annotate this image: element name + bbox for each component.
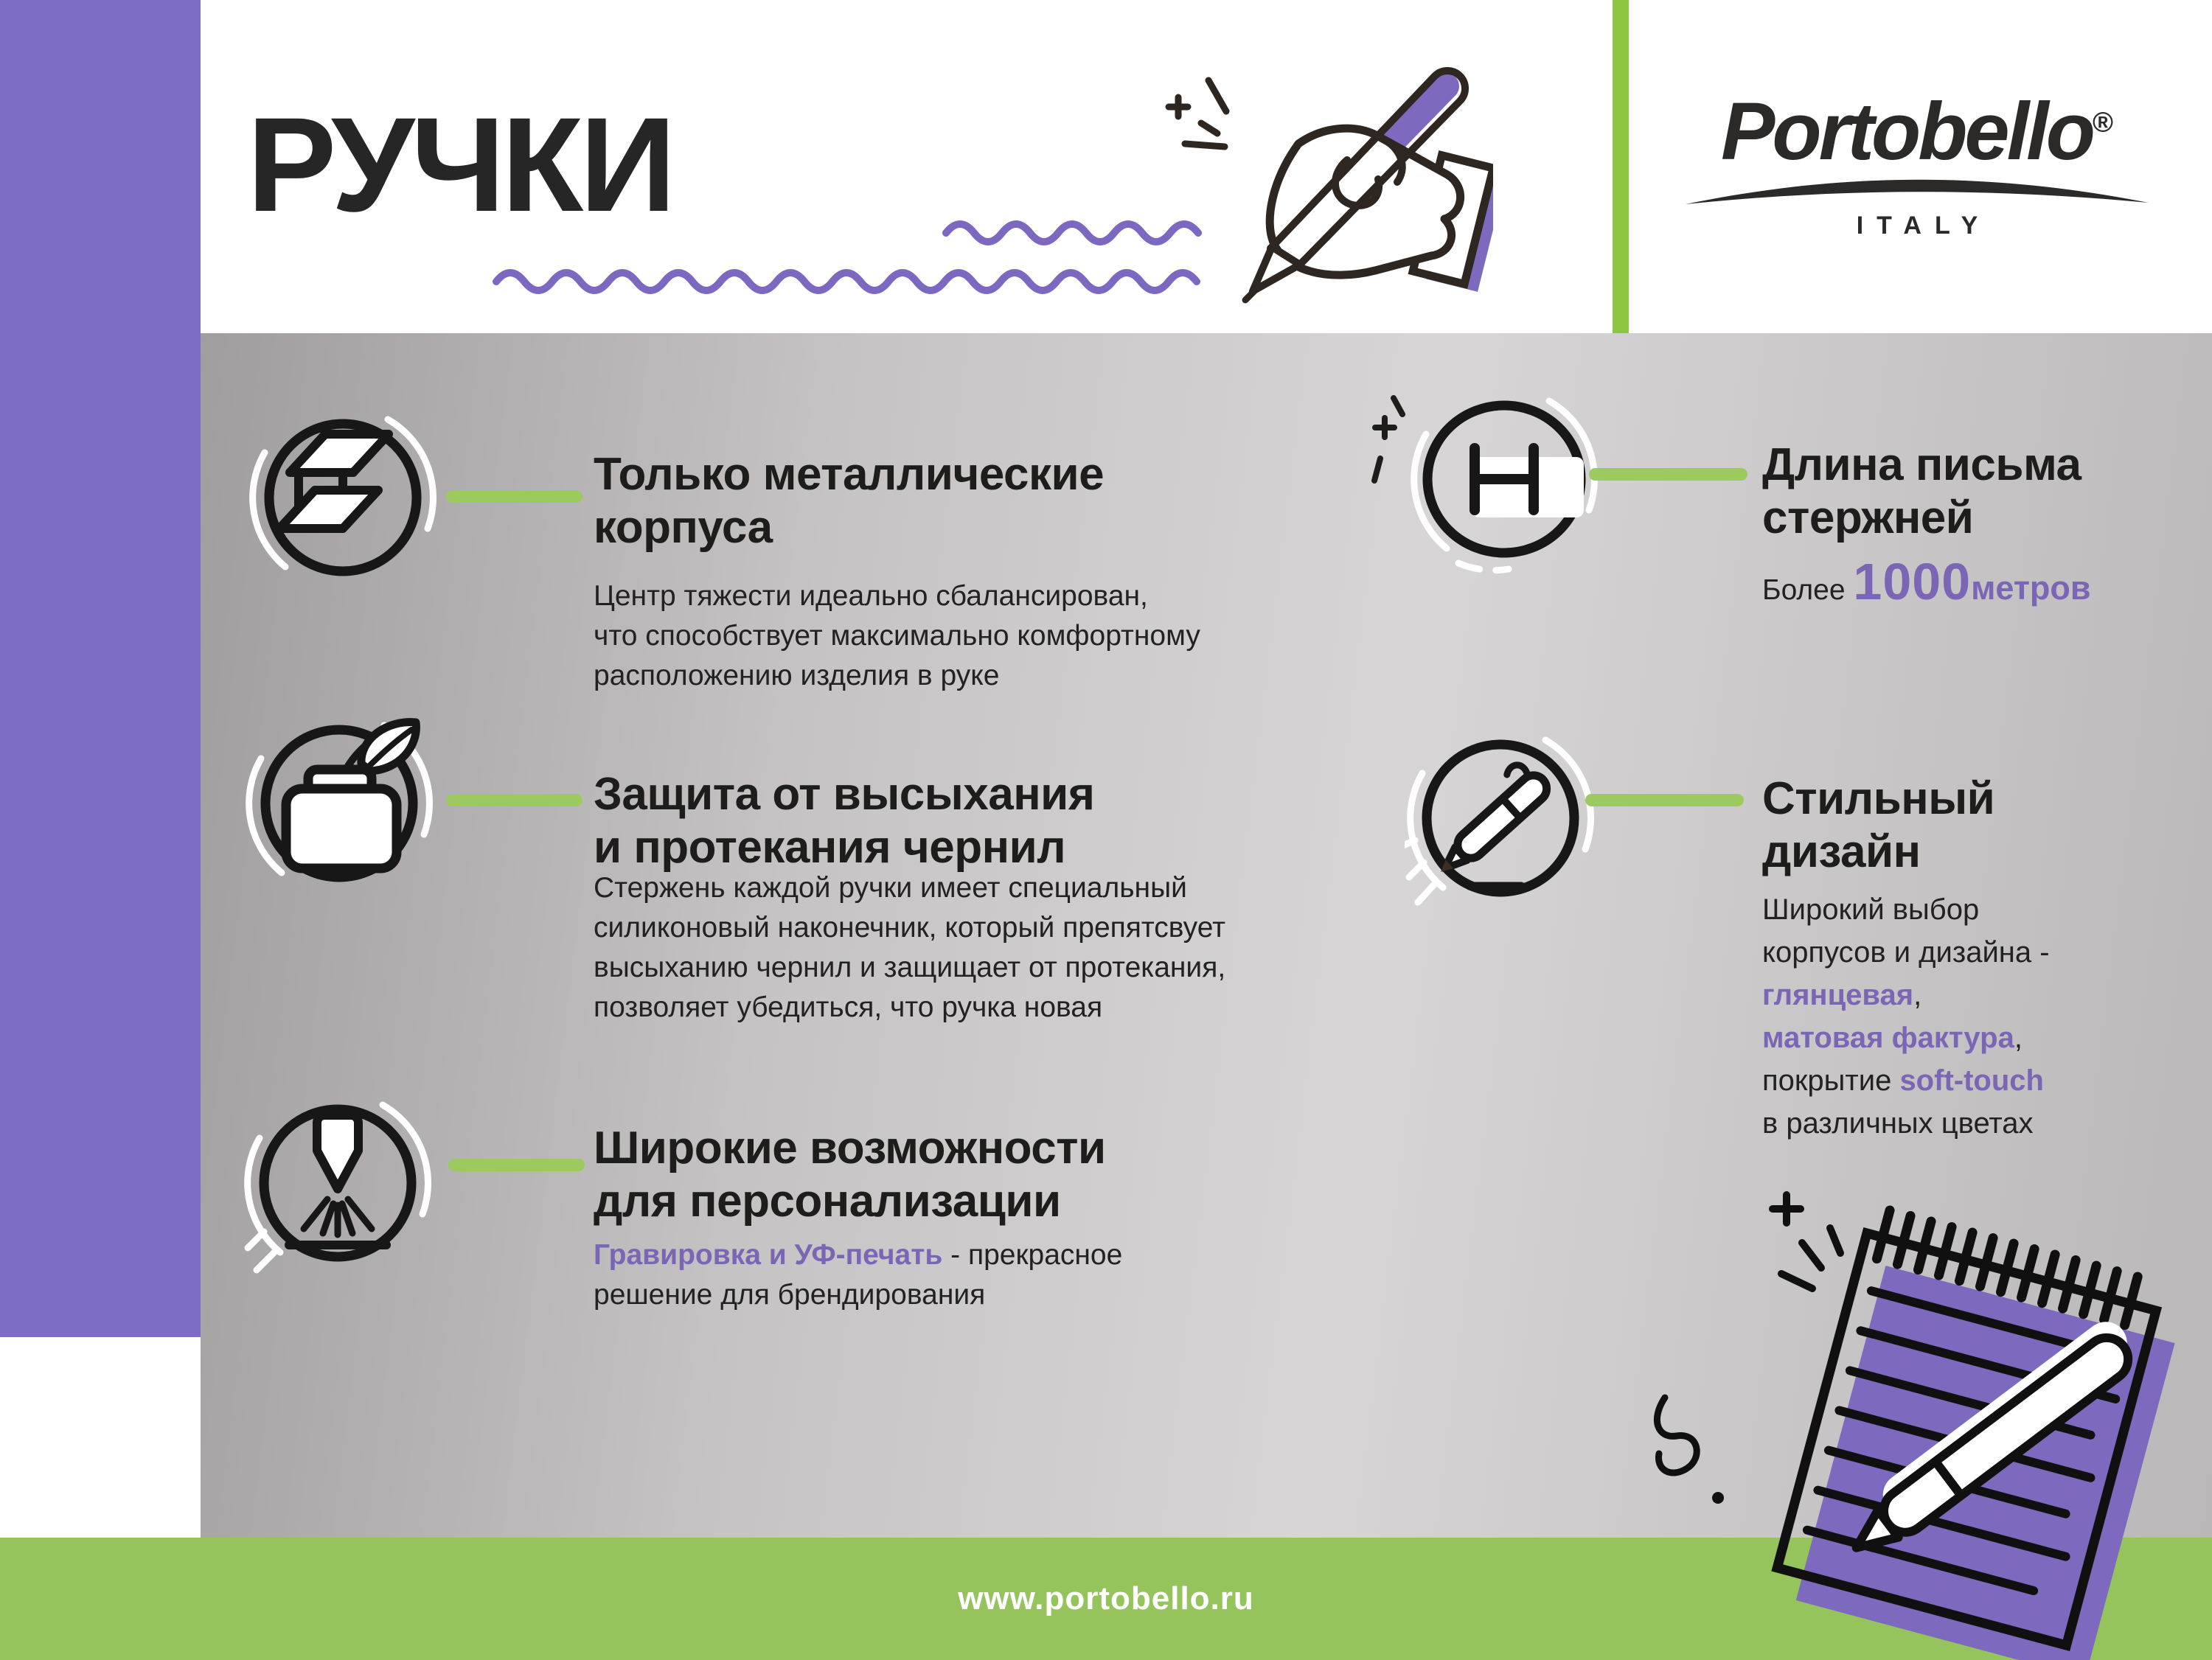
brand-name: Portobello® [1721,86,2113,177]
pen-design-icon [1405,722,1596,914]
green-dash [446,794,582,806]
brand-country: ITALY [1856,212,1992,240]
feature-title-length: Длина письма стержней [1762,439,2081,543]
ink-bottle-icon [243,708,435,899]
page-title: РУЧКИ [247,89,672,240]
green-dash [1585,794,1744,806]
laser-engraving-icon [242,1087,434,1279]
feature-body-personalization: Гравировка и УФ-печать - прекрасное решение для брендирования [594,1239,1123,1311]
notebook-pen-illustration [1644,1176,2212,1660]
green-dash [448,1159,585,1171]
brand-logo [1681,87,2153,240]
feature-body-ink: Стержень каждой ручки имеет специальный силиконовый наконечник, который препятсвует высыханию чернил и защищает от протекания, позволяет убедиться, что ручка новая [594,872,1226,1023]
green-dash [1589,468,1747,481]
squiggle-line [1657,1398,1697,1473]
wavy-underline-illustration [487,214,1246,302]
writing-hand-illustration [1154,55,1493,306]
feature-title-design: Стильный дизайн [1762,773,1995,877]
feature-body-length: Более 1000метров [1762,553,2091,610]
sparkle-icon [1169,80,1226,147]
feature-title-ink: Защита от высыхания и протекания чернил [594,769,1095,873]
feature-body-metal: Центр тяжести идеально сбалансирован, что способствует максимально комфортному расположению изделия в руке [594,580,1200,691]
feature-title-metal: Только металлические корпуса [594,449,1105,553]
metal-beam-icon [247,402,439,593]
registered-mark-icon: ® [2092,107,2113,139]
refill-length-icon [1364,383,1600,575]
left-purple-sidebar [0,0,201,1337]
feature-title-personalization: Широкие возможности для персонализации [594,1123,1106,1227]
header-green-divider [1613,0,1629,333]
sparkle-icon [1773,1195,1840,1288]
logo-swoosh-icon [1681,178,2153,209]
feature-body-design: Широкий выбор корпусов и дизайна - глянцевая, матовая фактура, покрытие soft-touch в различных цветах [1762,893,2050,1140]
website-url: www.portobello.ru [958,1580,1254,1617]
green-dash [446,490,582,503]
sketch-marks [1374,398,1402,481]
